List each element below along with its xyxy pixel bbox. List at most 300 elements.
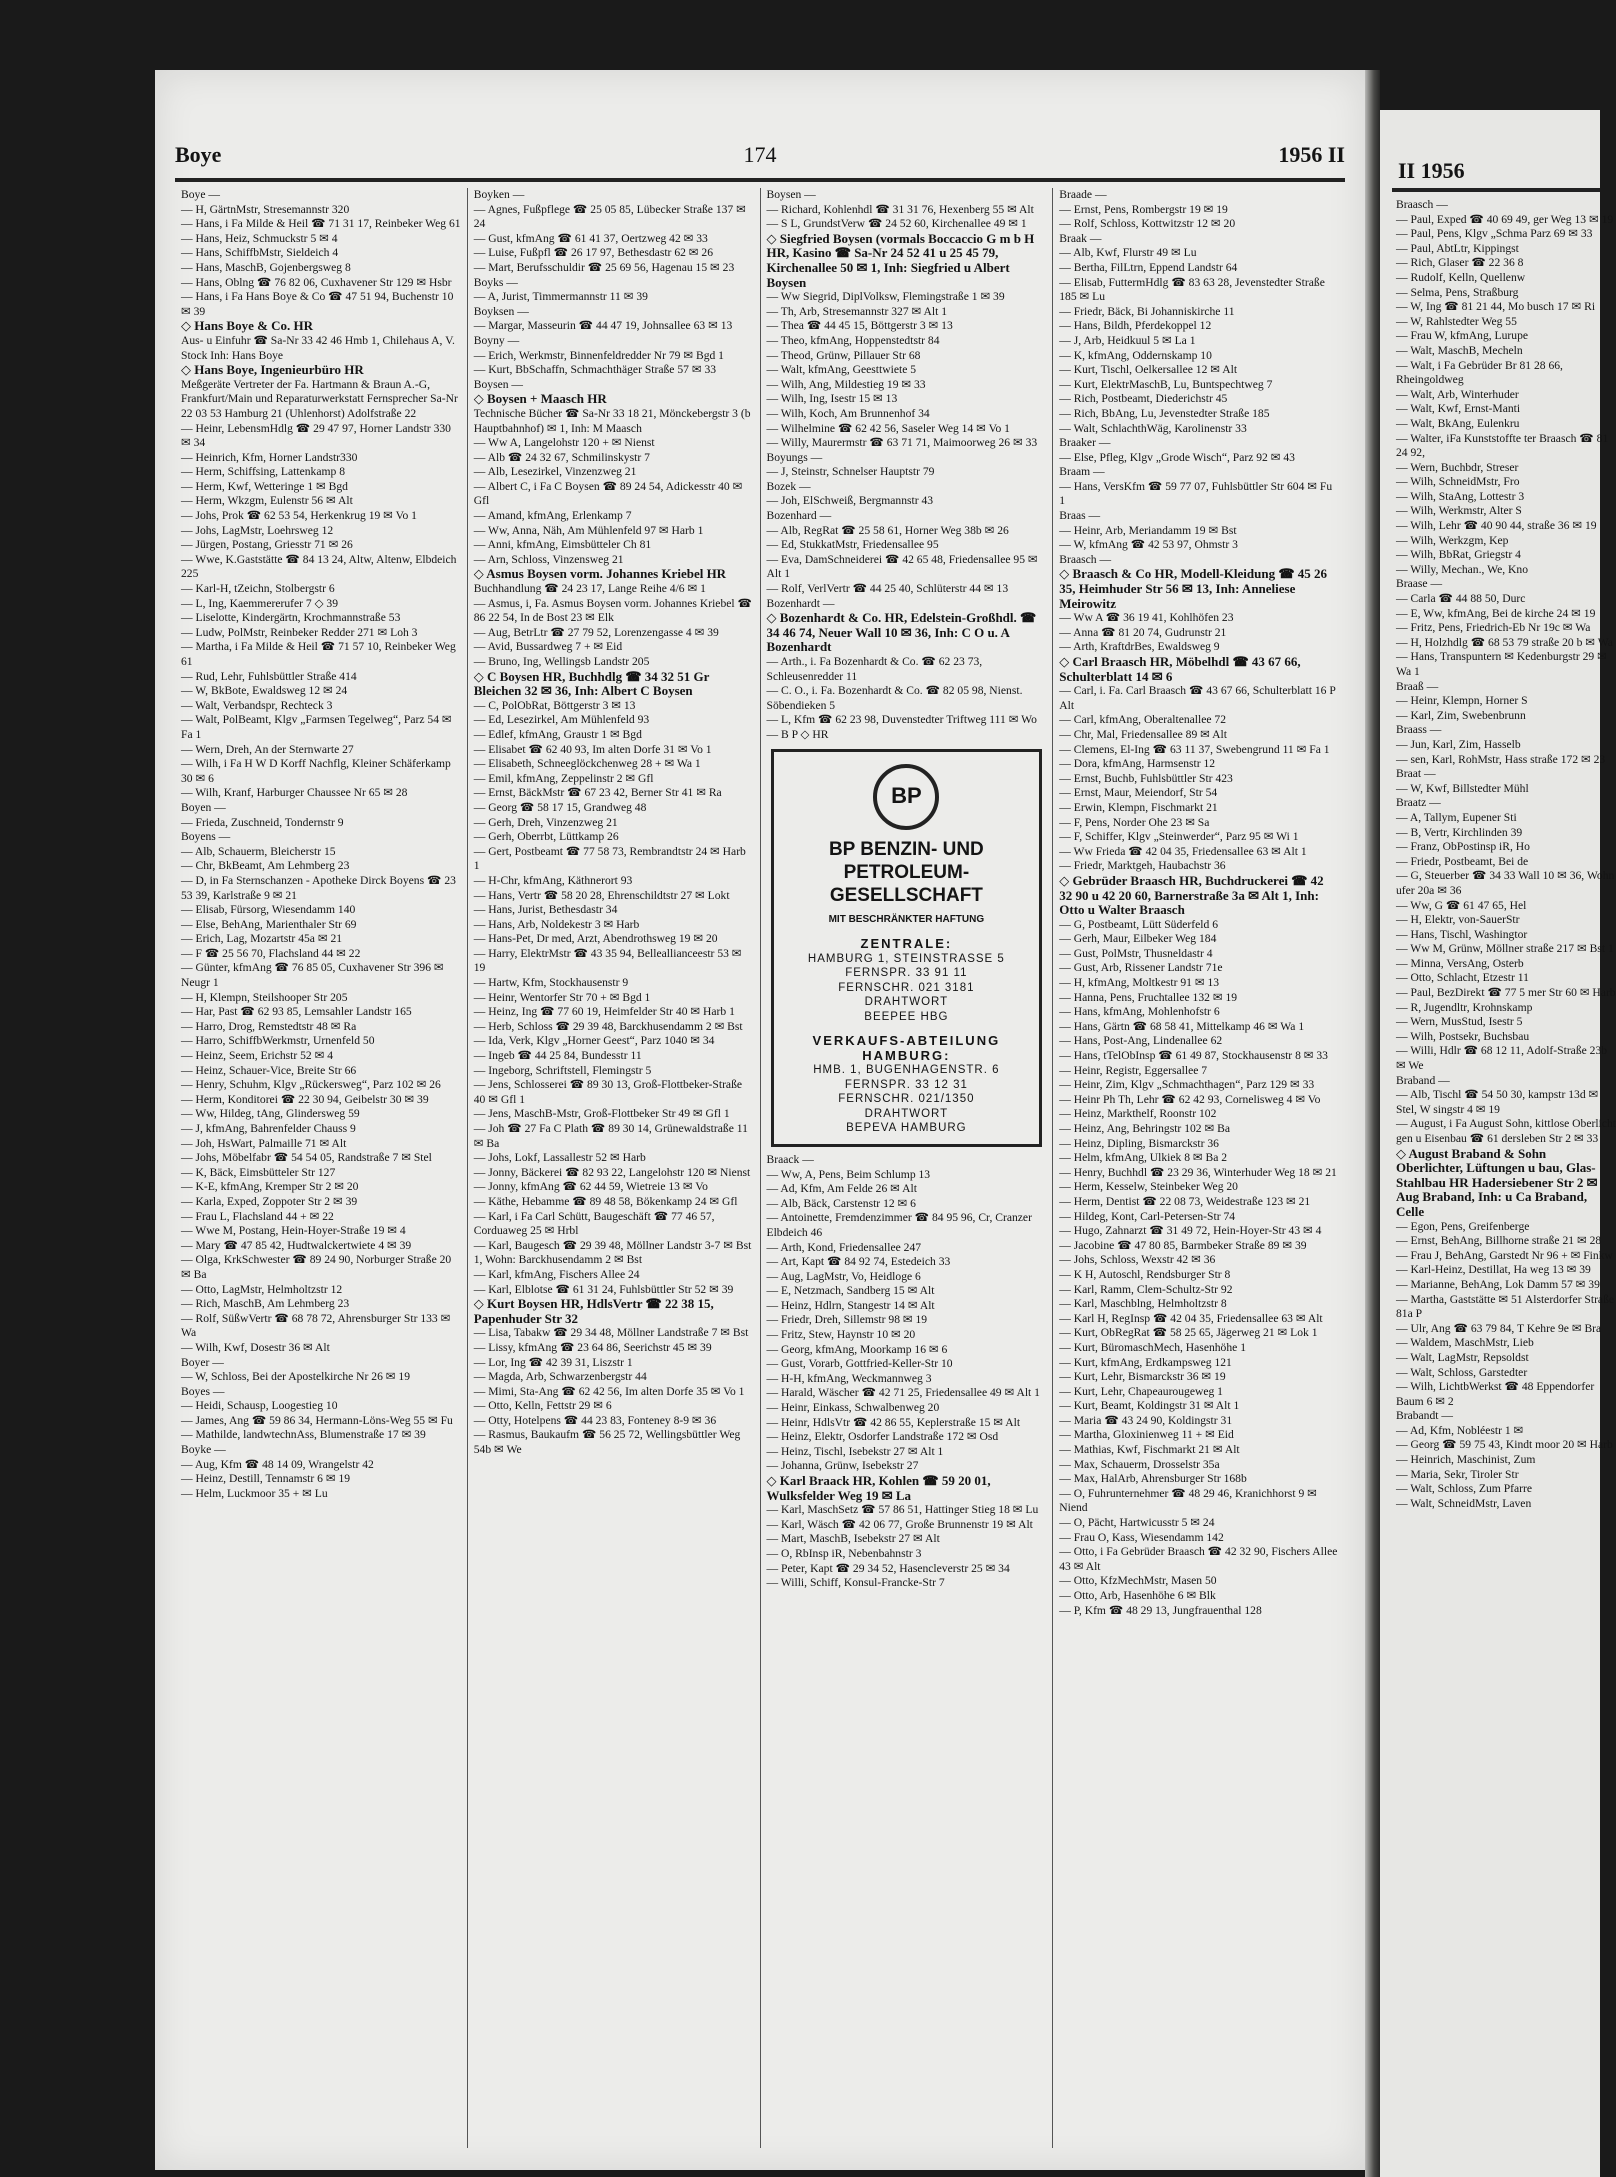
directory-entry: — Heinz, Seem, Erichstr 52 ✉ 4 [181,1049,334,1063]
directory-entry: — A, Tallym, Eupener Sti [1396,810,1517,824]
directory-entry: — F, Pens, Norder Ohe 23 ✉ Sa [1059,815,1210,829]
directory-entry: Boyksen — [473,304,529,318]
directory-entry: — Karl, Ramm, Clem-Schultz-Str 92 [1059,1282,1233,1296]
directory-entry: — Friedr, Dreh, Sillemstr 98 ✉ 19 [766,1313,928,1327]
directory-entry: — Wwe, K.Gaststätte ☎ 84 13 24, Altw, Altenw, Elbdeich 225 [181,552,460,581]
directory-entry: — Ingeborg, Schriftstell, Flemingstr 5 [473,1063,652,1077]
directory-entry: Boyny — [473,333,520,347]
directory-entry: — K H, Autoschl, Rendsburger Str 8 [1059,1267,1231,1281]
directory-entry: — H, GärtnMstr, Stresemannstr 320 [181,202,350,216]
directory-entry: — Frieda, Zuschneid, Tondernstr 9 [181,815,344,829]
directory-entry: — Mimi, Sta-Ang ☎ 62 42 56, Im alten Dorfe 35 ✉ Vo 1 [473,1384,745,1398]
directory-entry: — Ww Siegrid, DiplVolksw, Flemingstraße 1 ✉ 39 [766,290,1005,304]
directory-entry: — Wilh, Kwf, Dosestr 36 ✉ Alt [181,1340,330,1354]
directory-entry: — H-H, kfmAng, Weckmannweg 3 [766,1371,932,1385]
directory-entry: — W, kfmAng ☎ 42 53 97, Ohmstr 3 [1059,538,1238,552]
directory-entry: Braasch — [1396,198,1448,211]
directory-entry: — Martha, Gaststätte ✉ 51 Alsterdorfer Straße 81a P [1396,1292,1615,1321]
directory-entry: — Karl, Zim, Swebenbrunn [1396,708,1526,722]
directory-entry: — Rich, Glaser ☎ 22 36 8 [1396,256,1524,270]
directory-entry: — Jonny, kfmAng ☎ 62 44 59, Wietreie 13 ✉ Vo [473,1180,708,1194]
directory-entry: — E, Ww, kfmAng, Bei de kirche 24 ✉ 19 [1396,606,1596,620]
directory-entry: — Heinr, Wentorfer Str 70 + ✉ Bgd 1 [473,990,651,1004]
directory-entry: — Ww A, Langelohstr 120 + ✉ Nienst [473,436,655,450]
directory-entry: — Magda, Arb, Schwarzenbergstr 44 [473,1370,647,1384]
directory-entry: — Walt, LagMstr, Repsoldst [1396,1350,1529,1364]
directory-entry: — Martha, Gloxinienweg 11 + ✉ Eid [1059,1428,1234,1442]
directory-entry: — Otto, KfzMechMstr, Masen 50 [1059,1574,1217,1588]
directory-entry: — Hans, MaschB, Gojenbergsweg 8 [181,260,351,274]
directory-entry: — Joh ☎ 27 Fa C Plath ☎ 89 30 14, Grünewaldstraße 11 ✉ Ba [473,1122,751,1150]
directory-entry: — Karl, kfmAng, Fischers Allee 24 [473,1267,640,1281]
directory-entry: — W, Rahlstedter Weg 55 [1396,314,1517,328]
directory-entry: ◇ Carl Braasch HR, Möbelhdl ☎ 43 67 66, Schulterblatt 14 ✉ 6 [1059,654,1304,684]
directory-entry: — Hans, Heiz, Schmuckstr 5 ✉ 4 [181,231,338,245]
directory-entry: — Anna ☎ 81 20 74, Gudrunstr 21 [1059,625,1227,639]
directory-entry: — Paul, Pens, Klgv „Schma Parz 69 ✉ 33 [1396,227,1593,241]
next-page-rule [1392,188,1600,192]
directory-entry: — Ww, Anna, Näh, Am Mühlenfeld 97 ✉ Harb 1 [473,523,704,537]
directory-entry: — G, Steuerber ☎ 34 33 Wall 10 ✉ 36, Wohn ufer 20a ✉ 36 [1396,869,1615,897]
directory-entry: — Johs, Prok ☎ 62 53 54, Herkenkrug 19 ✉ Vo 1 [181,509,417,523]
directory-entry: — Karl, i Fa Carl Schütt, Baugeschäft ☎ 77 46 57, Corduaweg 25 ✉ Hrbl [473,1209,718,1238]
directory-entry: — Helm, kfmAng, Ulkiek 8 ✉ Ba 2 [1059,1151,1228,1165]
directory-entry: Brabandt — [1396,1409,1453,1423]
directory-entry: — Ludw, PolMstr, Reinbeker Redder 271 ✉ Loh 3 [181,625,418,639]
directory-entry: — Heinr, Einkass, Schwalbenweg 20 [766,1401,940,1415]
directory-entry: — Walt, Kwf, Ernst-Manti [1396,402,1521,416]
directory-entry: — Wern, MusStud, Isestr 5 [1396,1015,1523,1029]
directory-entry: — E, Netzmach, Sandberg 15 ✉ Alt [766,1284,935,1298]
directory-entry: — Richard, Kohlenhdl ☎ 31 31 76, Hexenberg 55 ✉ Alt [766,202,1034,216]
directory-entry: — Gert, Postbeamt ☎ 77 58 73, Rembrandtstr 24 ✉ Harb 1 [473,844,749,873]
directory-entry: — Otto, Kelln, Fettstr 29 ✉ 6 [473,1399,612,1413]
directory-entry: — Walt, Arb, Winterhuder [1396,387,1519,401]
directory-entry: — Herm, Schiffsing, Lattenkamp 8 [181,465,345,479]
directory-entry: Braaß — [1396,679,1439,693]
directory-entry: — Harry, ElektrMstr ☎ 43 35 94, Belleallianceestr 53 ✉ 19 [473,946,745,975]
next-page-column [1396,198,1616,1511]
directory-entry: — Theo, kfmAng, Hoppenstedtstr 84 [766,333,940,347]
directory-entry: — Rolf, Schloss, Kottwitzstr 12 ✉ 20 [1059,217,1236,231]
directory-entry: — Frau O, Kass, Wiesendamm 142 [1059,1530,1224,1544]
directory-entry: — Hans, VersKfm ☎ 59 77 07, Fuhlsbüttler Str 604 ✉ Fu 1 [1059,479,1336,508]
directory-entry: — Alb, RegRat ☎ 25 58 61, Horner Weg 38b ✉ 26 [766,523,1009,537]
directory-entry: — Ad, Kfm, Nobléestr 1 ✉ [1396,1423,1524,1437]
directory-entry: Braam — [1059,465,1105,479]
directory-entry: — Otto, Arb, Hasenhöhe 6 ✉ Blk [1059,1589,1216,1602]
directory-entry: — Max, HalArb, Ahrensburger Str 168b [1059,1472,1247,1486]
directory-entry: — W, BkBote, Ewaldsweg 12 ✉ 24 [181,684,348,698]
directory-entry: — Alb, Bäck, Carstenstr 12 ✉ 6 [766,1196,916,1210]
directory-entry: — Walt, i Fa Gebrüder Br 81 28 66, Rheingoldweg [1396,358,1566,387]
directory-entry: — Heinz, Ing ☎ 77 60 19, Heimfelder Str 40 ✉ Harb 1 [473,1005,735,1019]
directory-entry: — Gust, PolMstr, Thusneldastr 4 [1059,946,1213,960]
directory-entry: — Chr, Mal, Friedensallee 89 ✉ Alt [1059,727,1227,741]
directory-entry: — Hartw, Kfm, Stockhausenstr 9 [473,976,629,990]
directory-entry: — Kurt, ElektrMaschB, Lu, Buntspechtweg 7 [1059,377,1273,391]
directory-entry: — Erich, Werkmstr, Binnenfeldredder Nr 79 ✉ Bgd 1 [473,348,724,362]
directory-entry: — Anni, kfmAng, Eimsbütteler Ch 81 [473,538,652,552]
directory-entry: — Gust, Arb, Rissener Landstr 71e [1059,961,1223,975]
directory-entry: — J, Arb, Heidkuul 5 ✉ La 1 [1059,333,1196,347]
directory-entry: — Rich, Postbeamt, Diederichstr 45 [1059,392,1228,406]
directory-entry: Bozenhard — [766,509,832,523]
directory-entry: — Johs, Möbelfabr ☎ 54 54 05, Randstraße 7 ✉ Stel [181,1151,432,1165]
book-spine [1365,70,1380,2177]
directory-entry: — Karl, Wäsch ☎ 42 06 77, Große Brunnenstr 19 ✉ Alt [766,1517,1033,1531]
directory-entry: — Wilh, StaAng, Lottestr 3 [1396,489,1525,503]
directory-entry: — Aug, LagMstr, Vo, Heidloge 6 [766,1269,921,1283]
directory-entry: — Jonny, Bäckerei ☎ 82 93 22, Langelohstr 120 ✉ Nienst [473,1165,751,1179]
directory-entry: — H, Klempn, Steilshooper Str 205 [181,990,348,1004]
directory-entry: — Else, BehAng, Marienthaler Str 69 [181,917,357,931]
directory-entry: — Elisabet ☎ 62 40 93, Im alten Dorfe 31 ✉ Vo 1 [473,742,712,756]
directory-entry: Boyken — [473,188,525,201]
directory-entry: — Ernst, BäckMstr ☎ 67 23 42, Berner Str 41 ✉ Ra [473,786,722,800]
directory-entry: ◇ Karl Braack HR, Kohlen ☎ 59 20 01, Wulksfelder Weg 19 ✉ La [766,1473,994,1503]
directory-entry: — Harald, Wäscher ☎ 42 71 25, Friedensallee 49 ✉ Alt 1 [766,1386,1040,1400]
directory-entry: ◇ C Boysen HR, Buchhdlg ☎ 34 32 51 Gr Bleichen 32 ✉ 36, Inh: Albert C Boysen [473,668,713,699]
directory-entry: Boyks — [473,275,518,289]
directory-entry: ◇ Hans Boye, Ingenieurbüro HR [181,362,364,378]
directory-entry: — Hans, Jurist, Bethesdastr 34 [473,903,618,917]
directory-entry: — C. O., i. Fa. Bozenhardt & Co. ☎ 82 05 98, Nienst. Söbendieken 5 [766,684,1026,712]
directory-entry: — Mathilde, landwtechnAss, Blumenstraße 17 ✉ 39 [181,1428,426,1442]
directory-entry: — Ingeb ☎ 44 25 84, Bundesstr 11 [473,1049,642,1063]
directory-entry: Bozek — [766,479,811,493]
directory-entry: Boyungs — [766,450,823,464]
directory-entry: — Heinr, HdlsVtr ☎ 42 86 55, Keplerstraße 15 ✉ Alt [766,1415,1021,1429]
directory-entry: — Rolf, VerlVertr ☎ 44 25 40, Schlüterstr 44 ✉ 13 [766,582,1009,596]
directory-entry: — Aug, BetrLtr ☎ 27 79 52, Lorenzengasse 4 ✉ 39 [473,625,719,639]
directory-entry: — Alb, Kwf, Flurstr 49 ✉ Lu [1059,246,1197,260]
directory-entry: — Chr, BkBeamt, Am Lehmberg 23 [181,859,350,873]
bp-advertisement [771,749,1043,1147]
directory-entry: — Rasmus, Baukaufm ☎ 56 25 72, Wellingsbüttler Weg 54b ✉ We [473,1428,744,1457]
directory-entry: — L, Ing, Kaemmererufer 7 ◇ 39 [181,596,339,610]
directory-entry: — Luise, Fußpfl ☎ 26 17 97, Bethesdastr 62 ✉ 26 [473,246,714,260]
directory-entry: — Elisab, FuttermHdlg ☎ 83 63 28, Jevenstedter Straße 185 ✉ Lu [1059,275,1328,304]
directory-entry: Boyens — [181,830,231,844]
directory-entry: — Gerh, Oberrbt, Lüttkamp 26 [473,830,619,844]
directory-entry: — Agnes, Fußpflege ☎ 25 05 85, Lübecker Straße 137 ✉ 24 [473,202,749,231]
directory-entry: — Joh, HsWart, Palmaille 71 ✉ Alt [181,1136,347,1150]
directory-entry: — Mart, Berufsschuldir ☎ 25 69 56, Hagenau 15 ✉ 23 [473,260,735,274]
ad-heading-sales: VERKAUFS-ABTEILUNG HAMBURG: [812,1033,1001,1063]
directory-entry: — Karl, Maschblng, Helmholtzstr 8 [1059,1297,1227,1311]
directory-entry: — Art, Kapt ☎ 84 92 74, Estedeich 33 [766,1255,951,1269]
directory-entry: — Aug, Kfm ☎ 48 14 09, Wrangelstr 42 [181,1457,374,1471]
directory-entry: — Ernst, Maur, Meiendorf, Str 54 [1059,786,1218,800]
directory-entry: ◇ Asmus Boysen vorm. Johannes Kriebel HR [473,566,727,582]
directory-entry: — Friedr, Bäck, Bi Johanniskirche 11 [1059,304,1235,318]
directory-entry: — Wilh, Postsekr, Buchsbau [1396,1029,1530,1043]
directory-entry: — Wwe M, Postang, Hein-Hoyer-Straße 19 ✉ 4 [181,1224,406,1238]
directory-entry: — A, Jurist, Timmermannstr 11 ✉ 39 [473,290,648,304]
directory-entry: — B P ◇ HR [766,727,829,741]
directory-entry: — Hans, SchiffbMstr, Sieldeich 4 [181,246,339,260]
directory-entry: — Rudolf, Kelln, Quellenw [1396,270,1526,284]
directory-entry: — Elisabeth, Schneeglöckchenweg 28 + ✉ Wa 1 [473,757,701,771]
ad-heading-central: ZENTRALE: [860,936,953,952]
directory-entry: — Frau J, BehAng, Garstedt Nr 96 + ✉ Finkw [1396,1248,1613,1262]
directory-entry: — Peter, Kapt ☎ 29 34 52, Hasencleverstr 25 ✉ 34 [766,1561,1010,1575]
directory-entry: — Willy, Mechan., We, Kno [1396,562,1529,576]
directory-entry: — Emil, kfmAng, Zeppelinstr 2 ✉ Gfl [473,771,654,785]
directory-entry: Boyke — [181,1443,226,1457]
directory-entry: — Rolf, SüßwVertr ☎ 68 78 72, Ahrensburger Str 133 ✉ Wa [181,1311,454,1340]
directory-entry: — Hans, i Fa Milde & Heil ☎ 71 31 17, Reinbeker Weg 61 [181,217,461,231]
directory-entry: — J, kfmAng, Bahrenfelder Chauss 9 [181,1122,356,1135]
directory-entry: — Maria, Sekr, Tiroler Str [1396,1467,1519,1481]
directory-entry: — Wilh, i Fa H W D Korff Nachflg, Kleiner Schäferkamp 30 ✉ 6 [181,757,454,785]
directory-entry: — Carla ☎ 44 88 50, Durc [1396,592,1526,606]
directory-entry: — Heinz, Elektr, Osdorfer Landstraße 172 ✉ Osd [766,1430,999,1444]
directory-entry: — Lissy, kfmAng ☎ 23 64 86, Seerichstr 45 ✉ 39 [473,1340,712,1354]
directory-entry: — Georg ☎ 59 75 43, Kindt moor 20 ✉ Harb [1396,1438,1613,1452]
directory-entry: — Mathias, Kwf, Fischmarkt 21 ✉ Alt [1059,1443,1240,1457]
directory-entry: — Gerh, Maur, Eilbeker Weg 184 [1059,932,1217,946]
directory-entry: — Wilh, Ing, Isestr 15 ✉ 13 [766,392,898,406]
directory-entry: Braasch — [1059,552,1112,566]
directory-entry: — August, i Fa August Sohn, kittlose Oberlicht gen u Eisenbau ☎ 61 dersleben Str 2 ✉ 33 [1396,1117,1616,1145]
directory-entry: — Walt, MaschB, Mecheln [1396,343,1523,357]
directory-entry: — Wilh, Lehr ☎ 40 90 44, straße 36 ✉ 19 [1396,519,1597,533]
directory-entry: — Gust, Vorarb, Gottfried-Keller-Str 10 [766,1357,953,1371]
directory-entry: — B, Vertr, Kirchlinden 39 [1396,825,1523,839]
directory-entry: — Max, Schauerm, Drosselstr 35a [1059,1457,1220,1471]
directory-entry: Braase — [1396,577,1443,591]
directory-entry: — F ☎ 25 56 70, Flachsland 44 ✉ 22 [181,946,361,960]
directory-entry: — Heinz, Destill, Tennamstr 6 ✉ 19 [181,1472,351,1486]
directory-entry: — Karl-H, tZeichn, Stolbergstr 6 [181,582,335,596]
directory-entry: — Johs, Lokf, Lassallestr 52 ✉ Harb [473,1151,646,1165]
directory-entry: — Ernst, Pens, Rombergstr 19 ✉ 19 [1059,202,1228,216]
directory-entry: — Wern, Buchbdr, Streser [1396,460,1519,474]
directory-entry: — Martha, i Fa Milde & Heil ☎ 71 57 10, Reinbeker Weg 61 [181,640,459,668]
directory-entry: — Lisa, Tabakw ☎ 29 34 48, Möllner Landstraße 7 ✉ Bst [473,1326,749,1340]
directory-entry: — Dora, kfmAng, Harmsenstr 12 [1059,757,1216,771]
directory-entry: — Heinz, Dipling, Bismarckstr 36 [1059,1136,1219,1150]
directory-entry: Braass — [1396,723,1442,737]
directory-entry: — Frau L, Flachsland 44 + ✉ 22 [181,1209,334,1223]
column-1 [175,188,467,2148]
directory-entry: — Kurt, BüromaschMech, Hasenhöhe 1 [1059,1340,1246,1354]
directory-entry: — Walt, Schloss, Garstedter [1396,1365,1528,1379]
directory-entry: — Liselotte, Kindergärtn, Krochmannstraße 53 [181,611,401,625]
directory-entry: — Harro, SchiffbWerkmstr, Urnenfeld 50 [181,1034,375,1048]
directory-entry: — Hans, Gärtn ☎ 68 58 41, Mittelkamp 46 ✉ Wa 1 [1059,1019,1305,1033]
directory-entry: Technische Bücher ☎ Sa-Nr 33 18 21, Mönckebergstr 3 (b Hauptbahnhof) ✉ 1, Inh: M Maasch [473,406,754,435]
directory-entry: — Avid, Bussardweg 7 + ✉ Eid [473,640,623,654]
directory-entry: — Ernst, BehAng, Billhorne straße 21 ✉ 28 [1396,1234,1602,1248]
page-number: 174 [743,142,777,167]
directory-entry: — Walt, SchlachthWäg, Karolinenstr 33 [1059,421,1247,435]
directory-entry: — Fritz, Stew, Haynstr 10 ✉ 20 [766,1328,916,1342]
directory-entry: — Selma, Pens, Straßburg [1396,285,1519,299]
directory-entry: — Fritz, Pens, Friedrich-Eb Nr 19c ✉ Wa [1396,621,1591,635]
directory-entry: — Hanna, Pens, Fruchtallee 132 ✉ 19 [1059,990,1238,1004]
directory-entry: — S L, GrundstVerw ☎ 24 52 60, Kirchenallee 49 ✉ 1 [766,217,1027,231]
directory-entry: — Helm, Luckmoor 35 + ✉ Lu [181,1486,328,1500]
directory-entry: — Arth, KraftdrBes, Ewaldsweg 9 [1059,640,1220,654]
entry-columns [175,188,1345,2148]
directory-entry: — Otto, LagMstr, Helmholtzstr 12 [181,1282,343,1296]
directory-page [155,70,1365,2170]
directory-entry: — Karl, Baugesch ☎ 29 39 48, Möllner Landstr 3-7 ✉ Bst 1, Wohn: Barckhusendamm 2 ✉ Bst [473,1238,755,1267]
directory-entry: ◇ Gebrüder Braasch HR, Buchdruckerei ☎ 42 32 90 u 42 20 60, Barnerstraße 3a ✉ Alt 1, Inh: Otto u Walter Braasch [1059,872,1327,918]
directory-entry: — Jun, Karl, Zim, Hasselb [1396,737,1521,751]
directory-entry: — Hans, Tischl, Washingtor [1396,927,1528,941]
directory-entry: — Hans-Pet, Dr med, Arzt, Abendrothsweg 19 ✉ 20 [473,932,718,946]
directory-entry: — Eva, DamSchneiderei ☎ 42 65 48, Friedensallee 95 ✉ Alt 1 [766,552,1040,581]
directory-entry: — Hugo, Zahnarzt ☎ 31 49 72, Hein-Hoyer-Str 43 ✉ 4 [1059,1224,1322,1238]
directory-entry: — Wilh, Werkzgm, Kep [1396,533,1509,547]
directory-entry: — F, Schiffer, Klgv „Steinwerder“, Parz 95 ✉ Wi 1 [1059,830,1299,844]
directory-entry: — Otto, i Fa Gebrüder Braasch ☎ 42 32 90, Fischers Allee 43 ✉ Alt [1059,1545,1341,1573]
directory-entry: — Paul, Exped ☎ 40 69 49, ger Weg 13 ✉ 19 [1396,212,1614,226]
directory-entry: — Wilh, SchneidMstr, Fro [1396,475,1520,489]
directory-entry: — Alb, Lesezirkel, Vinzenzweg 21 [473,465,637,479]
directory-entry: — Thea ☎ 44 45 15, Böttgerstr 3 ✉ 13 [766,319,953,333]
directory-entry: — O, Pächt, Hartwicusstr 5 ✉ 24 [1059,1516,1215,1530]
directory-entry: — G, Postbeamt, Lütt Süderfeld 6 [1059,917,1219,931]
directory-entry: — Johanna, Grünw, Isebekstr 27 [766,1459,919,1473]
directory-entry: — Jacobine ☎ 47 80 85, Barmbeker Straße 89 ✉ 39 [1059,1238,1307,1252]
directory-entry: — Walt, kfmAng, Geesttwiete 5 [766,363,917,377]
directory-entry: — Hans, Post-Ang, Lindenallee 62 [1059,1034,1223,1048]
directory-entry: — Hans, Bildh, Pferdekoppel 12 [1059,319,1212,333]
directory-entry: — Ed, Lesezirkel, Am Mühlenfeld 93 [473,713,650,727]
directory-entry: Boyen — [181,800,226,814]
directory-entry: — Ad, Kfm, Am Felde 26 ✉ Alt [766,1182,917,1196]
directory-entry: — Günter, kfmAng ☎ 76 85 05, Cuxhavener Str 396 ✉ Neugr 1 [181,961,447,990]
directory-entry: — W, Schloss, Bei der Apostelkirche Nr 26 ✉ 19 [181,1370,411,1384]
directory-entry: — Ed, StukkatMstr, Friedensallee 95 [766,538,939,552]
directory-entry: — Lor, Ing ☎ 42 39 31, Liszstr 1 [473,1355,633,1369]
directory-entry: — K, kfmAng, Oddernskamp 10 [1059,348,1212,362]
directory-entry: — Herm, Wkzgm, Eulenstr 56 ✉ Alt [181,494,353,508]
directory-entry: — Hans, tTelObInsp ☎ 61 49 87, Stockhausenstr 8 ✉ 33 [1059,1049,1328,1063]
directory-entry: — Alb, Schauerm, Bleicherstr 15 [181,844,336,858]
bp-logo: BP [873,764,939,830]
directory-entry: — Johs, Schloss, Wexstr 42 ✉ 36 [1059,1253,1216,1267]
directory-entry: — Alb, Tischl ☎ 54 50 30, kampstr 13d ✉ Stel, W singstr 4 ✉ 19 [1396,1088,1602,1116]
directory-entry: — Hans, Vertr ☎ 58 20 28, Ehrenschildtstr 27 ✉ Lokt [473,888,730,902]
directory-entry: — Mary ☎ 47 85 42, Hudtwalckertwiete 4 ✉ 39 [181,1238,412,1252]
directory-entry: — Friedr, Postbeamt, Bei de [1396,854,1529,868]
ad-central-address: HAMBURG 1, STEINSTRASSE 5 FERNSPR. 33 91 11 FERNSCHR. 021 3181 DRAHTWORT BEEPEE HBG [807,952,1005,1023]
header-right: 1956 II [1278,142,1345,167]
directory-entry: — Karl H, RegInsp ☎ 42 04 35, Friedensallee 63 ✉ Alt [1059,1311,1323,1325]
directory-entry: Buchhandlung ☎ 24 23 17, Lange Reihe 4/6 ✉ 1 [473,582,706,596]
directory-entry: — L, Kfm ☎ 62 23 98, Duvenstedter Triftweg 111 ✉ Wo [766,713,1037,727]
directory-entry: — Wilh, Koch, Am Brunnenhof 34 [766,406,930,420]
directory-entry: — Ida, Verk, Klgv „Horner Geest“, Parz 1040 ✉ 34 [473,1034,715,1048]
directory-entry: — Paul, BezDirekt ☎ 77 5 mer Str 60 ✉ Harb [1396,986,1616,1000]
directory-entry: Boyer — [181,1355,224,1369]
directory-entry: — K-E, kfmAng, Kremper Str 2 ✉ 20 [181,1180,359,1194]
directory-entry: Braack — [766,1152,814,1166]
directory-entry: Braaker — [1059,436,1111,450]
directory-entry: — Ww M, Grünw, Möllner straße 217 ✉ Bst 1 [1396,942,1614,956]
directory-entry: Meßgeräte Vertreter der Fa. Hartmann & Braun A.-G, Frankfurt/Main und Reparaturwerkstatt Fernsprecher Sa-Nr 22 03 53 Hamburg 21 (Uhlenhorst) Adolfstraße 22 [181,377,461,420]
directory-entry: — Amand, kfmAng, Erlenkamp 7 [473,509,632,523]
directory-entry: — Rud, Lehr, Fuhlsbüttler Straße 414 [181,669,357,683]
directory-entry: — Arth., i. Fa Bozenhardt & Co. ☎ 62 23 73, Schleusenredder 11 [766,655,986,683]
directory-entry: Boyes — [181,1384,225,1398]
directory-entry: — Arth, Kond, Friedensallee 247 [766,1240,922,1254]
directory-entry: — Karl, Elblotse ☎ 61 31 24, Fuhlsbüttler Str 52 ✉ 39 [473,1282,734,1296]
directory-entry: ◇ Boysen + Maasch HR [473,391,607,407]
directory-entry: — Walter, iFa Kunststoffte ter Braasch ☎ 81 24 92, [1396,431,1612,460]
directory-entry: Boye — [181,188,220,201]
directory-entry: — Walt, PolBeamt, Klgv „Farmsen Tegelweg“, Parz 54 ✉ Fa 1 [181,713,455,741]
directory-entry: — Heinz, Markthelf, Roonstr 102 [1059,1107,1217,1121]
directory-entry: ◇ Kurt Boysen HR, HdlsVertr ☎ 22 38 15, Papenhuder Str 32 [473,1296,717,1326]
directory-entry: — W, Kwf, Billstedter Mühl [1396,781,1529,795]
directory-entry: — Ww, Hildeg, tAng, Glindersweg 59 [181,1107,360,1121]
directory-entry: — Erich, Lag, Mozartstr 45a ✉ 21 [181,932,343,946]
page-header [175,130,1345,180]
directory-entry: ◇ Hans Boye & Co. HR [181,318,314,334]
directory-entry: — Clemens, El-Ing ☎ 63 11 37, Swebengrund 11 ✉ Fa 1 [1059,742,1330,756]
directory-entry: — Herm, Kwf, Wetteringe 1 ✉ Bgd [181,479,348,493]
ad-subtitle: MIT BESCHRÄNKTER HAFTUNG [828,913,985,925]
directory-entry: — Bruno, Ing, Wellingsb Landstr 205 [473,655,650,668]
directory-entry: — Henry, Buchhdl ☎ 23 29 36, Winterhuder Weg 18 ✉ 21 [1059,1165,1337,1179]
directory-entry: — Heinz, Schauer-Vice, Breite Str 66 [181,1063,357,1077]
directory-entry: — O, Fuhrunternehmer ☎ 48 29 46, Kranichhorst 9 ✉ Niend [1059,1486,1320,1515]
directory-entry: — Maria ☎ 43 24 90, Koldingstr 31 [1059,1413,1233,1427]
directory-entry: — Antoinette, Fremdenzimmer ☎ 84 95 96, Cr, Cranzer Elbdeich 46 [766,1211,1035,1239]
directory-entry: — Erwin, Klempn, Fischmarkt 21 [1059,800,1218,814]
directory-entry: — Albert C, i Fa C Boysen ☎ 89 24 54, Adickesstr 40 ✉ Gfl [473,479,746,508]
directory-entry: — Paul, AbtLtr, Kippingst [1396,241,1519,255]
directory-entry: — Hans, Arb, Noldekestr 3 ✉ Harb [473,917,640,931]
directory-entry: — Elisab, Fürsorg, Wiesendamm 140 [181,903,356,917]
directory-entry: — O, RbInsp iR, Nebenbahnstr 3 [766,1546,922,1560]
directory-entry: — Wilh, Ang, Mildestieg 19 ✉ 33 [766,377,926,391]
directory-entry: — Minna, VersAng, Osterb [1396,956,1524,970]
directory-entry: — W, Ing ☎ 81 21 44, Mo busch 17 ✉ Ri [1396,300,1596,314]
directory-entry: — Margar, Masseurin ☎ 44 47 19, Johnsallee 63 ✉ 13 [473,319,733,333]
directory-entry: — sen, Karl, RohMstr, Hass straße 172 ✉ 23 [1396,752,1606,766]
directory-entry: Boysen — [766,188,816,201]
directory-entry: — Olga, KrkSchwester ☎ 89 24 90, Norburger Straße 20 ✉ Ba [181,1253,455,1281]
directory-entry: — Kurt, ObRegRat ☎ 58 25 65, Jägerweg 21 ✉ Lok 1 [1059,1326,1318,1340]
directory-entry: — Th, Arb, Stresemannstr 327 ✉ Alt 1 [766,304,948,318]
directory-entry: Braat — [1396,767,1436,781]
directory-entry: — Wilh, LichtbWerkst ☎ 48 Eppendorfer Baum 6 ✉ 2 [1396,1380,1598,1408]
directory-entry: — Wilh, BbRat, Griegstr 4 [1396,548,1521,562]
directory-entry: — Bertha, FilLtrn, Eppend Landstr 64 [1059,260,1238,274]
directory-entry: — Willy, Maurermstr ☎ 63 71 71, Maimoorweg 26 ✉ 33 [766,436,1038,450]
directory-entry: — Theod, Grünw, Pillauer Str 68 [766,348,921,362]
directory-entry: — Karl, MaschSetz ☎ 57 86 51, Hattinger Stieg 18 ✉ Lu [766,1503,1039,1517]
directory-entry: — Walt, Schloss, Zum Pfarre [1396,1482,1533,1496]
directory-entry: — Harro, Drog, Remstedtstr 48 ✉ Ra [181,1019,357,1033]
directory-entry: — Kurt, BbSchaffn, Schmachthäger Straße 57 ✉ 33 [473,363,717,377]
directory-entry: — Kurt, Lehr, Chapeaurougeweg 1 [1059,1384,1223,1398]
directory-entry: — Mart, MaschB, Isebekstr 27 ✉ Alt [766,1532,940,1546]
directory-entry: — D, in Fa Sternschanzen - Apotheke Dirck Boyens ☎ 23 53 39, Karlstraße 9 ✉ 21 [181,873,459,902]
directory-entry: Braas — [1059,509,1101,523]
directory-entry: — Else, Pfleg, Klgv „Grode Wisch“, Parz 92 ✉ 43 [1059,450,1295,464]
directory-entry: — Käthe, Hebamme ☎ 89 48 58, Bökenkamp 24 ✉ Gfl [473,1194,738,1208]
directory-entry: Braak — [1059,231,1102,245]
